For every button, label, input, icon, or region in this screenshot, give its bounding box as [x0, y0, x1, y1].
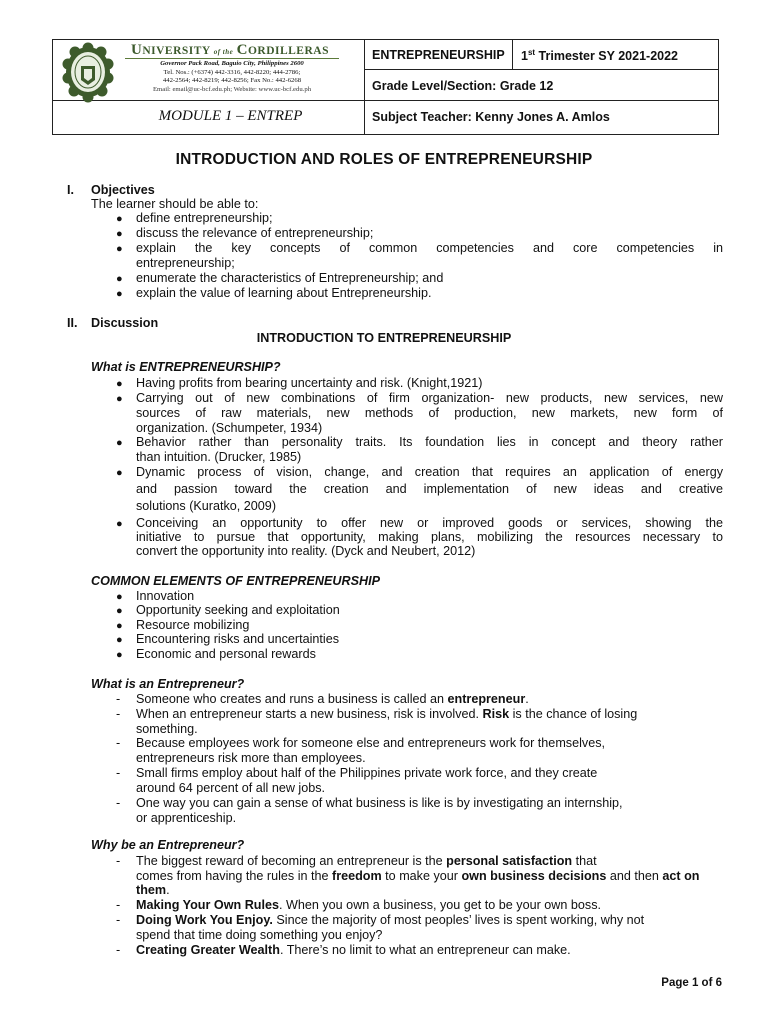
list-item: The biggest reward of becoming an entrepreneur is the personal satisfaction that	[136, 854, 597, 868]
subheading-what-is-entrepreneurship: What is ENTREPRENEURSHIP?	[91, 360, 281, 374]
subheading-common-elements: COMMON ELEMENTS OF ENTREPRENEURSHIP	[91, 574, 380, 588]
bullet: ●	[116, 213, 123, 225]
subheading-why-be-entrepreneur: Why be an Entrepreneur?	[91, 838, 245, 852]
list-item: Small firms employ about half of the Philippines private work force, and they create	[136, 766, 598, 780]
discussion-center-heading: INTRODUCTION TO ENTREPRENEURSHIP	[256, 331, 512, 345]
list-item-continuation: and passion toward the creation and implementation of new ideas and creative	[136, 482, 723, 496]
list-item: discuss the relevance of entrepreneurship;	[136, 226, 374, 240]
bullet: ●	[116, 273, 123, 285]
list-item-continuation: solutions (Kuratko, 2009)	[136, 499, 277, 513]
list-item: When an entrepreneur starts a new business, risk is involved. Risk is the chance of losing	[136, 707, 638, 721]
university-name-underline	[125, 58, 339, 59]
dash-marker: -	[116, 692, 121, 706]
list-item: Innovation	[136, 589, 195, 603]
subject-teacher: Subject Teacher: Kenny Jones A. Amlos	[372, 110, 610, 124]
dash-marker: -	[116, 707, 121, 721]
list-item: Doing Work You Enjoy. Since the majority of most peoples’ lives is spent working, why not	[136, 913, 645, 927]
list-item: Behavior rather than personality traits. Its foundation lies in concept and theory rather	[136, 435, 723, 449]
dash-marker: -	[116, 854, 121, 868]
bullet: ●	[116, 467, 123, 479]
dash-marker: -	[116, 766, 121, 780]
list-item-continuation: around 64 percent of all new jobs.	[136, 781, 326, 795]
list-item-continuation: spend that time doing something you enjoy?	[136, 928, 383, 942]
list-item-continuation: entrepreneurship;	[136, 256, 235, 270]
bullet: ●	[116, 393, 123, 405]
grade-level: Grade Level/Section: Grade 12	[372, 79, 554, 93]
list-item: Conceiving an opportunity to offer new or improved goods or services, showing the	[136, 516, 723, 530]
list-item-continuation: initiative to pursue that opportunity, making plans, mobilizing the resources necessary to	[136, 530, 723, 544]
bullet: ●	[116, 437, 123, 449]
dash-marker: -	[116, 796, 121, 810]
list-item: Because employees work for someone else and entrepreneurs work for themselves,	[136, 736, 606, 750]
bullet: ●	[116, 649, 123, 661]
list-item: Opportunity seeking and exploitation	[136, 603, 340, 617]
bullet: ●	[116, 620, 123, 632]
list-item: enumerate the characteristics of Entrepreneurship; and	[136, 271, 444, 285]
dash-marker: -	[116, 943, 121, 957]
university-name: UNIVERSITY of the CORDILLERAS	[130, 42, 329, 58]
page-number: Page 1 of 6	[661, 977, 722, 989]
bullet: ●	[116, 243, 123, 255]
header-divider	[512, 40, 513, 70]
list-item: Making Your Own Rules. When you own a business, you get to be your own boss.	[136, 898, 602, 912]
trimester-label: 1st Trimester SY 2021-2022	[521, 48, 679, 64]
list-item: Encountering risks and uncertainties	[136, 632, 340, 646]
list-item: Creating Greater Wealth. There’s no limit to what an entrepreneur can make.	[136, 943, 571, 957]
list-item-continuation: than intuition. (Drucker, 1985)	[136, 450, 302, 464]
list-item: define entrepreneurship;	[136, 211, 273, 225]
list-item: Someone who creates and runs a business is called an entrepreneur.	[136, 692, 529, 706]
page-title: INTRODUCTION AND ROLES OF ENTREPRENEURSHIP	[175, 151, 593, 168]
list-item-continuation: sources of raw materials, new methods of production, new markets, new form of	[136, 406, 723, 420]
bullet: ●	[116, 518, 123, 530]
objectives-intro: The learner should be able to:	[91, 197, 259, 211]
bullet: ●	[116, 288, 123, 300]
dash-marker: -	[116, 898, 121, 912]
list-item-continuation: comes from having the rules in the freedom to make your own business decisions and then act on	[136, 869, 700, 883]
list-item-continuation: or apprenticeship.	[136, 811, 237, 825]
university-seal-icon	[61, 42, 115, 104]
list-item: explain the key concepts of common competencies and core competencies in	[136, 241, 723, 255]
list-item-continuation: something.	[136, 722, 198, 736]
module-label: MODULE 1 – ENTREP	[158, 108, 303, 124]
dash-marker: -	[116, 913, 121, 927]
list-item-continuation: entrepreneurs risk more than employees.	[136, 751, 366, 765]
dash-marker: -	[116, 736, 121, 750]
list-item: Having profits from bearing uncertainty and risk. (Knight,1921)	[136, 376, 483, 390]
bullet: ●	[116, 634, 123, 646]
list-item: Economic and personal rewards	[136, 647, 316, 661]
list-item-continuation: organization. (Schumpeter, 1934)	[136, 421, 323, 435]
header-divider	[53, 100, 719, 101]
bullet: ●	[116, 228, 123, 240]
list-item: One way you can gain a sense of what business is like is by investigating an internship,	[136, 796, 623, 810]
list-item-continuation: them.	[136, 883, 170, 897]
list-item: Resource mobilizing	[136, 618, 250, 632]
list-item: explain the value of learning about Entrepreneurship.	[136, 286, 432, 300]
header-table	[52, 39, 719, 135]
subheading-what-is-entrepreneur: What is an Entrepreneur?	[91, 677, 245, 691]
list-item: Carrying out of new combinations of firm organization- new products, new services, new	[136, 391, 723, 405]
bullet: ●	[116, 378, 123, 390]
header-divider	[364, 69, 719, 70]
section-discussion-heading: II. Discussion	[67, 316, 159, 330]
header-divider	[364, 40, 365, 135]
section-objectives-heading: I. Objectives	[67, 183, 155, 197]
bullet: ●	[116, 605, 123, 617]
university-address: Governor Pack Road, Baguio City, Philippines 2600 Tel. Nos.: (+6374) 442-3316, 442-8220; 444-2786; 442-2564; 442-8219; 442-8256; Fax No.: 442-6268 Email: email@uc-bcf.edu.ph; Website: www.uc-bcf.edu.ph	[152, 60, 312, 93]
bullet: ●	[116, 591, 123, 603]
subject-name: ENTREPRENEURSHIP	[372, 48, 505, 62]
list-item-continuation: convert the opportunity into reality. (Dyck and Neubert, 2012)	[136, 544, 476, 558]
list-item: Dynamic process of vision, change, and creation that requires an application of energy	[136, 465, 723, 479]
